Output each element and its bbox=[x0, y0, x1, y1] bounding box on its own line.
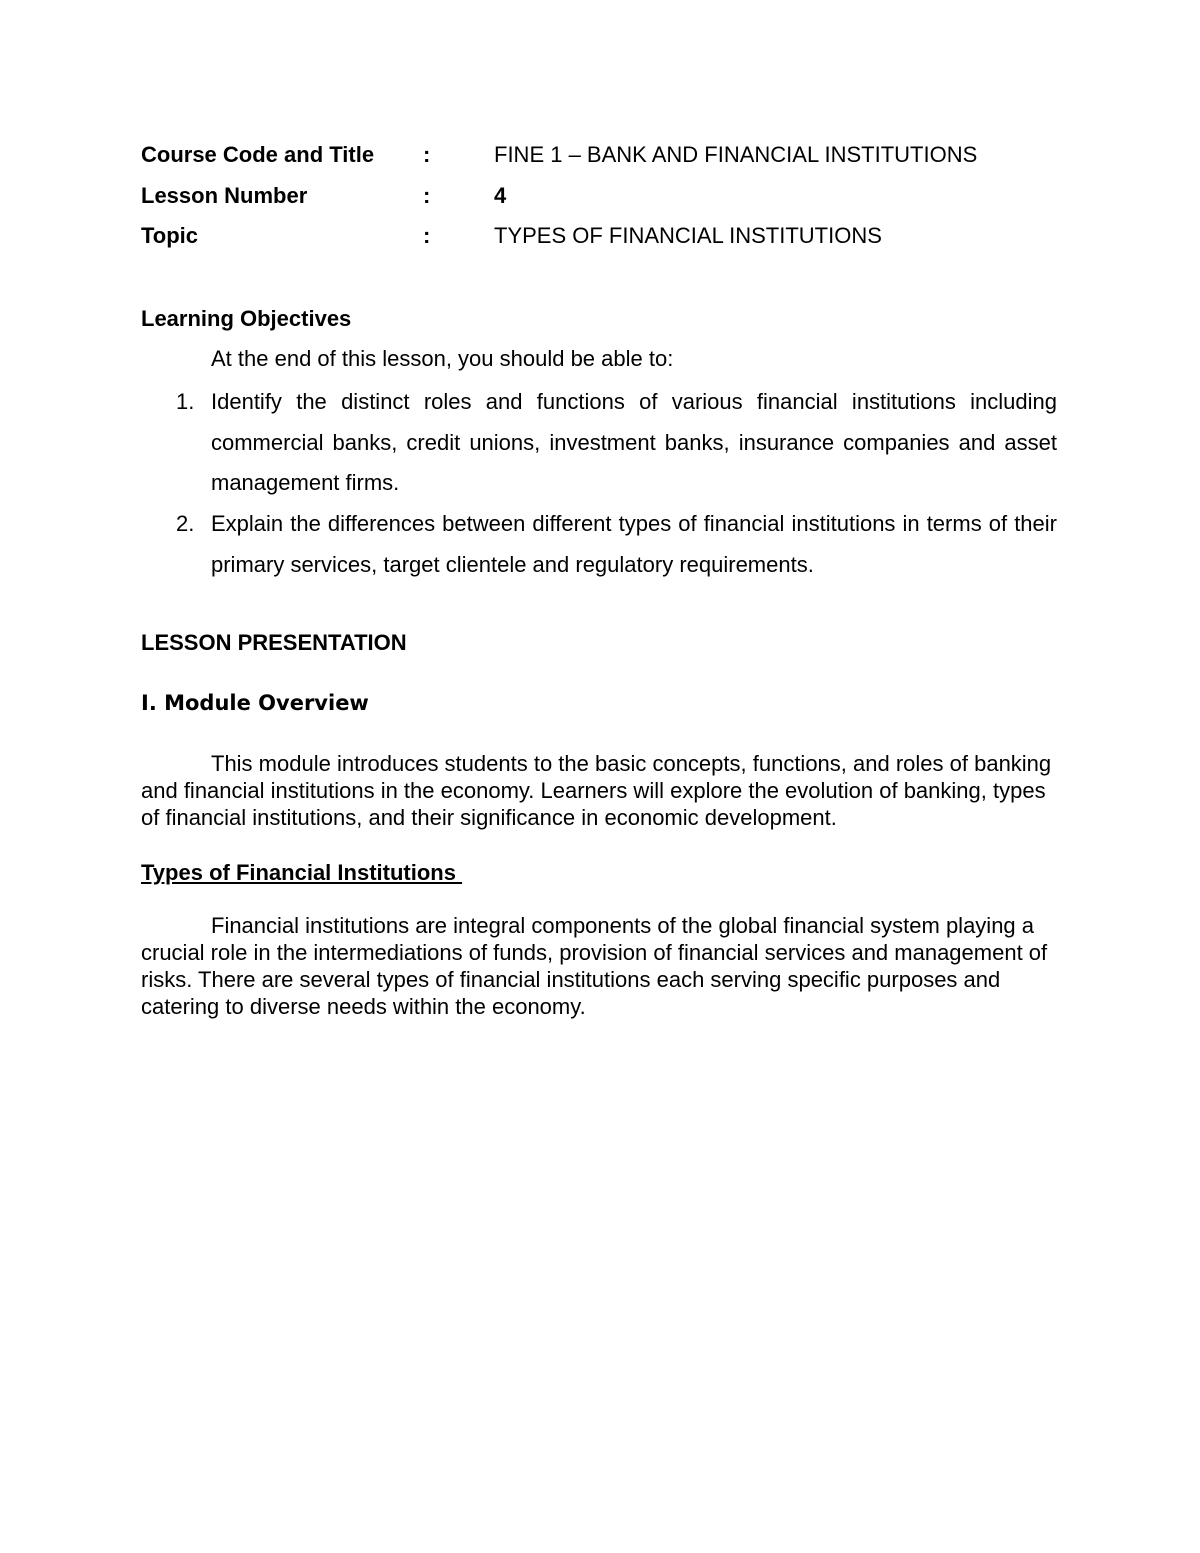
topic-label: Topic bbox=[141, 223, 199, 249]
topic-value: TYPES OF FINANCIAL INSTITUTIONS bbox=[494, 223, 882, 249]
lesson-presentation-title: LESSON PRESENTATION bbox=[141, 630, 407, 655]
objective-item-1 bbox=[141, 382, 1057, 504]
learning-objectives-intro: At the end of this lesson, you should be able to: bbox=[211, 346, 674, 371]
objective-number: 1. bbox=[176, 389, 195, 414]
course-code-row bbox=[141, 138, 1071, 179]
types-of-institutions-paragraph: Financial institutions are integral components of the global financial system playing a crucial role in the intermediations of funds, provision of financial services and management of risks. There are several types of financial institutions each serving specific purposes and catering to diverse needs within the economy. bbox=[141, 913, 1048, 1019]
lesson-number-value: 4 bbox=[494, 182, 507, 208]
types-of-institutions-heading: Types of Financial Institutions bbox=[141, 860, 463, 885]
objective-text: Identify the distinct roles and functions of various financial institutions including commercial banks, credit unions, investment banks, insurance companies and asset management firms. bbox=[211, 389, 1057, 496]
objective-item-2 bbox=[141, 504, 1057, 585]
learning-objectives-title: Learning Objectives bbox=[141, 306, 352, 331]
course-code-label: Course Code and Title bbox=[141, 142, 375, 167]
objective-number: 2. bbox=[176, 511, 195, 537]
topic-colon: : bbox=[423, 223, 431, 249]
lesson-number-label: Lesson Number bbox=[141, 182, 308, 208]
lesson-number-row bbox=[141, 179, 1071, 220]
objective-text: Explain the differences between different types of financial institutions in terms of their primary services, target clientele and regulatory requirements. bbox=[211, 511, 1057, 577]
lesson-number-colon: : bbox=[423, 182, 431, 208]
course-code-value: FINE 1 – BANK AND FINANCIAL INSTITUTIONS bbox=[494, 142, 978, 167]
module-overview-paragraph: This module introduces students to the basic concepts, functions, and roles of banking and financial institutions in the economy. Learners will explore the evolution of banking, types of financial institutions, and their significance in economic development. bbox=[141, 751, 1052, 830]
module-overview-heading: I. Module Overview bbox=[141, 691, 369, 715]
course-code-colon: : bbox=[423, 142, 431, 167]
course-header-table bbox=[141, 138, 1071, 260]
topic-row bbox=[141, 219, 1071, 260]
objectives-list bbox=[141, 382, 1057, 586]
